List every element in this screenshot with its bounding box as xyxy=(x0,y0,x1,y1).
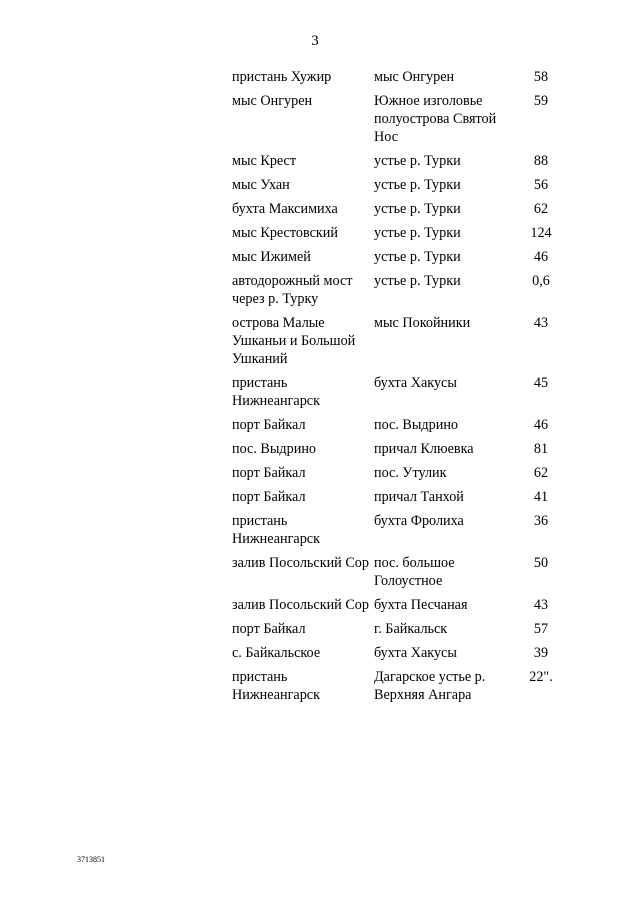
route-destination: пос. Утулик xyxy=(374,465,447,481)
route-destination: мыс Онгурен xyxy=(374,69,455,85)
route-origin: пос. Выдрино xyxy=(232,441,317,457)
route-distance: 62 xyxy=(533,201,549,217)
route-destination: причал Танхой xyxy=(374,489,464,505)
table-row xyxy=(232,314,562,374)
routes-table xyxy=(232,68,562,710)
table-row xyxy=(232,554,562,596)
route-destination: Дагарское устье р. Верхняя Ангара xyxy=(374,669,486,703)
table-row xyxy=(232,374,562,416)
table-row xyxy=(232,248,562,272)
route-destination: бухта Фролиха xyxy=(374,513,464,529)
route-origin: порт Байкал xyxy=(232,489,306,505)
route-distance: 46 xyxy=(533,417,549,433)
route-destination: устье р. Турки xyxy=(374,201,461,217)
route-distance: 36 xyxy=(533,513,549,529)
route-origin: залив Посольский Сор xyxy=(232,555,369,571)
route-destination: устье р. Турки xyxy=(374,225,461,241)
route-destination: устье р. Турки xyxy=(374,273,461,289)
route-distance: 0,6 xyxy=(532,273,550,289)
route-origin: мыс Ижимей xyxy=(232,249,311,265)
table-row xyxy=(232,668,562,710)
route-distance: 59 xyxy=(533,93,549,109)
table-row xyxy=(232,92,562,152)
route-origin: с. Байкальское xyxy=(232,645,321,661)
route-destination: г. Байкальск xyxy=(374,621,448,637)
route-destination: устье р. Турки xyxy=(374,177,461,193)
route-destination: бухта Хакусы xyxy=(374,375,457,391)
route-distance: 41 xyxy=(533,489,549,505)
table-row xyxy=(232,488,562,512)
table-row xyxy=(232,416,562,440)
table-row xyxy=(232,464,562,488)
route-destination: бухта Песчаная xyxy=(374,597,468,613)
route-destination: причал Клюевка xyxy=(374,441,474,457)
route-origin: мыс Ухан xyxy=(232,177,290,193)
route-origin: бухта Максимиха xyxy=(232,201,338,217)
route-origin: пристань Нижнеангарск xyxy=(232,669,320,703)
route-origin: порт Байкал xyxy=(232,417,306,433)
table-row xyxy=(232,440,562,464)
route-distance: 45 xyxy=(533,375,549,391)
route-distance: 62 xyxy=(533,465,549,481)
table-row xyxy=(232,200,562,224)
table-row xyxy=(232,644,562,668)
route-distance: 124 xyxy=(530,225,552,241)
route-distance: 22". xyxy=(529,669,553,685)
table-row xyxy=(232,512,562,554)
route-origin: мыс Крестовский xyxy=(232,225,338,241)
route-destination: устье р. Турки xyxy=(374,249,461,265)
route-distance: 58 xyxy=(533,69,549,85)
route-distance: 50 xyxy=(533,555,549,571)
route-distance: 81 xyxy=(533,441,549,457)
table-row xyxy=(232,224,562,248)
route-distance: 46 xyxy=(533,249,549,265)
route-distance: 43 xyxy=(533,315,549,331)
route-distance: 56 xyxy=(533,177,549,193)
route-destination: бухта Хакусы xyxy=(374,645,457,661)
route-origin: автодорожный мост через р. Турку xyxy=(232,273,353,307)
route-destination: пос. Выдрино xyxy=(374,417,459,433)
route-distance: 88 xyxy=(533,153,549,169)
table-row xyxy=(232,176,562,200)
route-origin: порт Байкал xyxy=(232,465,306,481)
route-destination: мыс Покойники xyxy=(374,315,471,331)
route-origin: пристань Нижнеангарск xyxy=(232,513,320,547)
route-distance: 43 xyxy=(533,597,549,613)
table-row xyxy=(232,272,562,314)
routes-table-body xyxy=(232,68,562,710)
route-origin: порт Байкал xyxy=(232,621,306,637)
route-origin: залив Посольский Сор xyxy=(232,597,369,613)
route-origin: острова Малые Ушканьи и Большой Ушканий xyxy=(232,315,356,367)
page-number: 3 xyxy=(311,33,319,49)
route-origin: мыс Крест xyxy=(232,153,297,169)
table-row xyxy=(232,620,562,644)
route-origin: пристань Хужир xyxy=(232,69,332,85)
table-row xyxy=(232,68,562,92)
route-distance: 57 xyxy=(533,621,549,637)
route-distance: 39 xyxy=(533,645,549,661)
table-row xyxy=(232,152,562,176)
route-destination: пос. большое Голоустное xyxy=(374,555,455,589)
route-origin: мыс Онгурен xyxy=(232,93,313,109)
route-origin: пристань Нижнеангарск xyxy=(232,375,320,409)
route-destination: устье р. Турки xyxy=(374,153,461,169)
table-row xyxy=(232,596,562,620)
document-code: 3713851 xyxy=(77,855,105,864)
route-destination: Южное изголовье полуострова Святой Нос xyxy=(374,93,497,145)
